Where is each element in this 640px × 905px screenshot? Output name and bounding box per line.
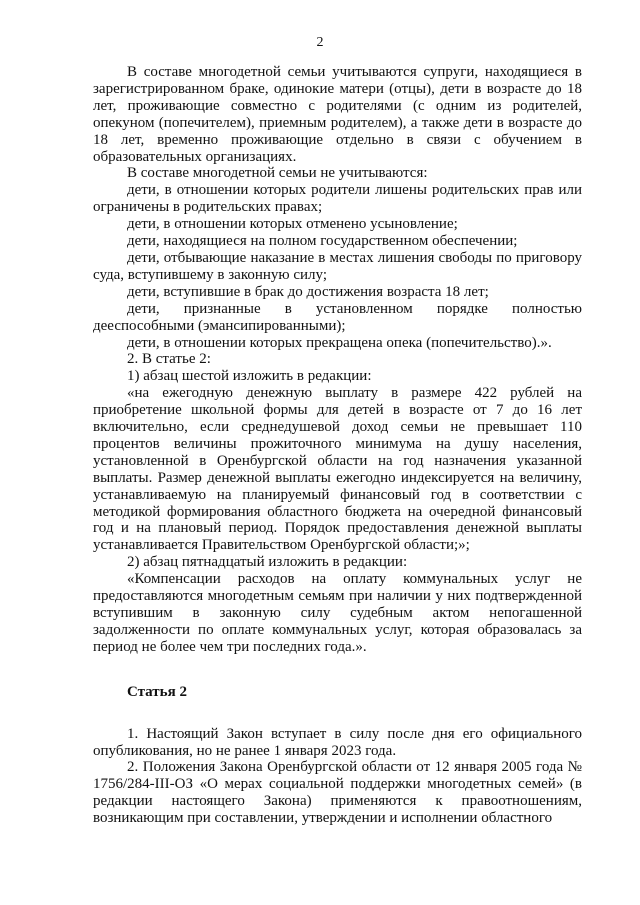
paragraph-fifteenth-clause: 2) абзац пятнадцатый изложить в редакции: — [127, 554, 408, 571]
paragraph-entry-into-force: 1. Настоящий Закон вступает в силу после дня его официального опубликования, но не ранее 1 января 2023 года. — [93, 725, 582, 759]
paragraph-family-composition: В составе многодетной семьи учитываются супруги, находящиеся в зарегистрированном браке, одинокие матери (отцы), дети в возрасте до 18 лет, проживающие совместно с родителями (с одним из родителей, опекуном (попечителем), приемным родителем), а также дети в возрасте до 18 лет, временно проживающие отдельно в связи с обучением в образовательных организациях. — [93, 64, 582, 165]
list-item-imprisoned: дети, отбывающие наказание в местах лишения свободы по приговору суда, вступившему в законную силу; — [93, 249, 582, 283]
list-item-adoption-cancelled: дети, в отношении которых отменено усыновление; — [127, 216, 458, 233]
list-item-emancipated: дети, признанные в установленном порядке полностью дееспособными (эмансипированными); — [93, 300, 582, 334]
document-body — [93, 64, 582, 827]
paragraph-law-provisions: 2. Положения Закона Оренбургской области от 12 января 2005 года № 1756/284-III-ОЗ «О мерах социальной поддержки многодетных семей» (в редакции настоящего Закона) применяются к правоотношениям, возникающим при составлении, утверждении и исполнении областного — [93, 759, 582, 827]
list-item-guardianship-ended: дети, в отношении которых прекращена опека (попечительство).». — [127, 334, 552, 351]
paragraph-sixth-clause: 1) абзац шестой изложить в редакции: — [127, 368, 372, 385]
list-item-married: дети, вступившие в брак до достижения возраста 18 лет; — [127, 283, 489, 300]
list-item-state-support: дети, находящиеся на полном государственном обеспечении; — [127, 233, 518, 250]
paragraph-utility-compensation: «Компенсации расходов на оплату коммунальных услуг не предоставляются многодетным семьям при наличии у них подтвержденной вступившим в законную силу судебным актом непогашенной задолженности по оплате коммунальных услуг, которая образовалась за период не более чем три последних года.». — [93, 571, 582, 655]
paragraph-school-uniform-payment: «на ежегодную денежную выплату в размере 422 рублей на приобретение школьной формы для детей в возрасте от 7 до 16 лет включительно, если среднедушевой доход семьи не превышает 110 процентов величины прожиточного минимума на душу населения, установленной в Оренбургской области на год назначения указанной выплаты. Размер денежной выплаты ежегодно индексируется на величину, устанавливаемую на планируемый финансовый год в соответствии с методикой формирования областного бюджета на очередной финансовый год и на плановый период. Порядок предоставления денежной выплаты устанавливается Правительством Оренбургской области;»; — [93, 385, 582, 554]
list-item-deprived-rights: дети, в отношении которых родители лишены родительских прав или ограничены в родительских правах; — [93, 182, 582, 216]
paragraph-article-2-amend: 2. В статье 2: — [127, 351, 211, 368]
article-heading: Статья 2 — [127, 683, 187, 700]
page-number: 2 — [316, 35, 324, 50]
paragraph-not-counted-intro: В составе многодетной семьи не учитываются: — [127, 165, 428, 182]
